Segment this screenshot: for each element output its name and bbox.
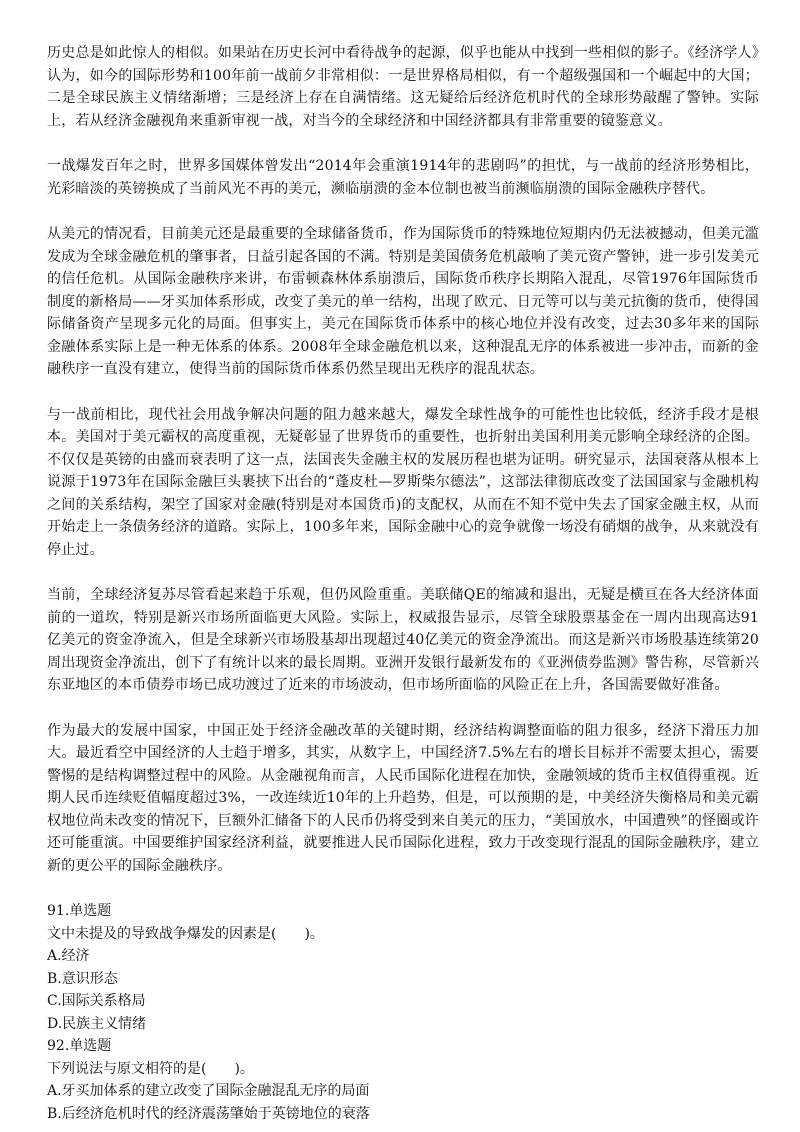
paragraph-6: 作为最大的发展中国家，中国正处于经济金融改革的关键时期，经济结构调整面临的阻力很多，经济下滑压力加大。最近看空中国经济的人士趋于增多，其实，从数字上，中国经济7.5%左右的增长目标并不需要太担心，需要警惕的是结构调整过程中的风险。从金融视角而言，人民币国际化进程在加快，金融领域的货币主权值得重视。近期人民币连续贬值幅度超过3%，一改连续近10年的上升趋势，但是，可以预期的是，中美经济失衡格局和美元霸权地位尚未改变的情况下，巨额外汇储备下的人民币仍将受到来自美元的压力，“美国放水，中国遭殃”的怪圈或许还可能重演。中国要维护国家经济利益，就要推进人民币国际化进程，致力于改变现行混乱的国际金融秩序，建立新的更公平的国际金融秩序。	[47, 722, 759, 874]
option-b[interactable]: B.后经济危机时代的经济震荡肇始于英镑地位的衰落	[47, 1105, 370, 1122]
option-a[interactable]: A.牙买加体系的建立改变了国际金融混乱无序的局面	[47, 1083, 370, 1099]
paragraph-1: 历史总是如此惊人的相似。如果站在历史长河中看待战争的起源，似乎也能从中找到一些相似的影子。《经济学人》认为，如今的国际形势和100年前一战前夕非常相似：一是世界格局相似，有一个超级强国和一个崛起中的大国；二是全球民族主义情绪渐增；三是经济上存在自满情绪。这无疑给后经济危机时代的全球形势敲醒了警钟。实际上，若从经济金融视角来重新审视一战，对当今的全球经济和中国经济都具有非常重要的镜鉴意义。	[47, 45, 759, 129]
paragraph-5: 当前，全球经济复苏尽管看起来趋于乐观，但仍风险重重。美联储QE的缩减和退出，无疑是横亘在各大经济体面前的一道坎，特别是新兴市场所面临更大风险。实际上，权威报告显示，尽管全球股票基金在一周内出现高达91亿美元的资金净流入，但是全球新兴市场股基却出现超过40亿美元的资金净流出。而这是新兴市场股基连续第20周出现资金净流出，创下了有统计以来的最长周期。亚洲开发银行最新发布的《亚洲债券监测》警告称，尽管新兴东亚地区的本币债券市场已成功渡过了近来的市场波动，但市场所面临的风险正在上升，各国需要做好准备。	[47, 587, 759, 693]
question-stem: 下列说法与原文相符的是( )。	[47, 1060, 254, 1077]
option-a[interactable]: A.经济	[47, 948, 90, 964]
question-91	[47, 900, 759, 1035]
paragraph-2: 一战爆发百年之时，世界多国媒体曾发出“2014年会重演1914年的悲剧吗”的担忧，与一战前的经济形势相比，光彩暗淡的英镑换成了当前风光不再的美元，濒临崩溃的金本位制也被当前濒临崩溃的国际金融秩序替代。	[47, 158, 759, 197]
paragraph-3: 从美元的情况看，目前美元还是最重要的全球储备货币，作为国际货币的特殊地位短期内仍无法被撼动，但美元滥发成为全球金融危机的肇事者，日益引起各国的不满。特别是美国债务危机敲响了美元资产警钟，进一步引发美元的信任危机。从国际金融秩序来讲，布雷顿森林体系崩溃后，国际货币秩序长期陷入混乱，尽管1976年国际货币制度的新格局——牙买加体系形成，改变了美元的单一结构，出现了欧元、日元等可以与美元抗衡的货币，使得国际储备资产呈现多元化的局面。但事实上，美元在国际货币体系中的核心地位并没有改变，过去30多年来的国际金融体系实际上是一种无体系的体系。2008年全球金融危机以来，这种混乱无序的体系被进一步冲击，而新的金融秩序一直没有建立，使得当前的国际货币体系仍然呈现出无秩序的混乱状态。	[47, 226, 759, 377]
option-d[interactable]: D.民族主义情绪	[47, 1015, 147, 1032]
question-section	[47, 900, 759, 1125]
paragraph-4: 与一战前相比，现代社会用战争解决问题的阻力越来越大，爆发全球性战争的可能性也比较低，经济手段才是根本。美国对于美元霸权的高度重视，无疑彰显了世界货币的重要性，也折射出美国利用美元影响全球经济的企图。不仅仅是英镑的由盛而衰表明了这一点，法国丧失金融主权的发展历程也堪为证明。研究显示，法国衰落从根本上说源于1973年在国际金融巨头裹挟下出台的“蓬皮杜—罗斯柴尔德法”，这部法律彻底改变了法国国家与金融机构之间的关系结构，架空了国家对金融(特别是对本国货币)的支配权，从而在不知不觉中失去了国家金融主权，从而开始走上一条债务经济的道路。实际上，100多年来，国际金融中心的竞争就像一场没有硝烟的战争，从来就没有停止过。	[47, 406, 759, 558]
question-92	[47, 1035, 759, 1125]
option-b[interactable]: B.意识形态	[47, 970, 118, 987]
question-number: 92.单选题	[47, 1038, 112, 1054]
option-c[interactable]: C.国际关系格局	[47, 993, 146, 1009]
question-stem: 文中未提及的导致战争爆发的因素是( )。	[47, 925, 324, 942]
question-number: 91.单选题	[47, 903, 112, 919]
document-page	[47, 42, 759, 1125]
